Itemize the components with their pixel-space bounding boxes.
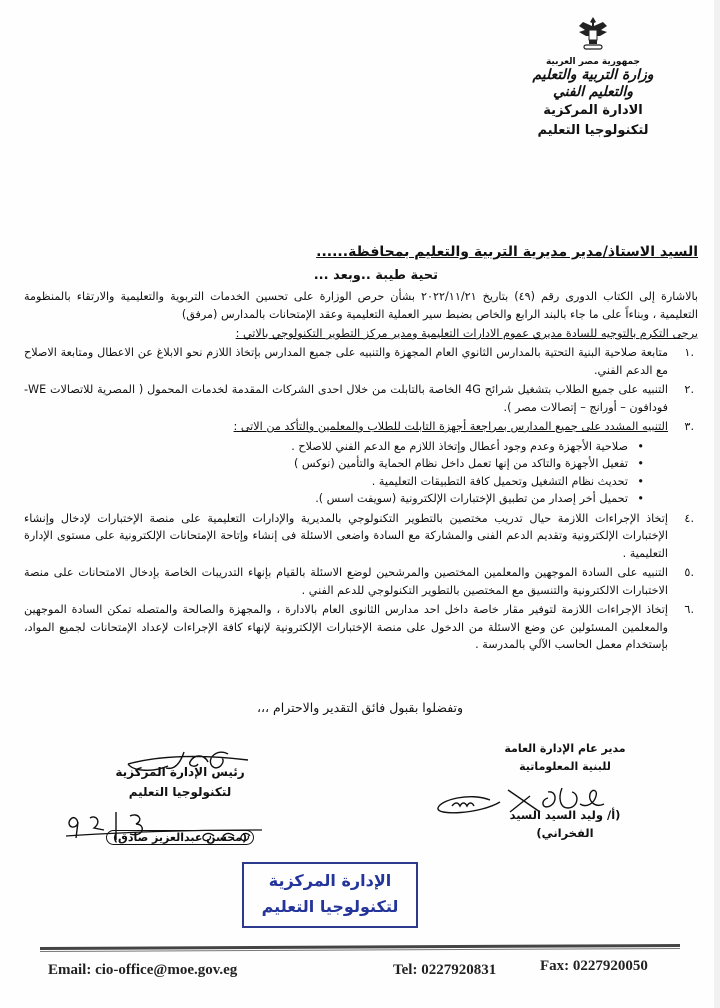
list-item: [24, 344, 698, 379]
egypt-eagle-emblem-icon: [573, 14, 613, 54]
intro-paragraph: [24, 288, 698, 324]
bullet-item: • تحديث نظام التشغيل وتحميل كافة التطبيقات التعليمية .: [24, 473, 668, 491]
request-line: يرجى التكرم بالتوجيه للسادة مديري عموم الادارات التعليمية ومدير مركز التطوير التكنولوجي بالاتي :: [235, 327, 698, 340]
item-number: .٢: [684, 383, 694, 396]
letterhead: [528, 14, 658, 141]
handwritten-date: [64, 808, 264, 844]
item-text: التنبيه على جميع الطلاب بتشغيل شرائح 4G الخاصة بالتابلت من خلال احدى الشركات المقدمة لخدمات المحمول ( المصرية للاتصالات WE- فودافون – أورانج – إتصالات مصر ).: [24, 383, 669, 414]
bullet-item: • تفعيل الأجهزة والتاكد من إنها تعمل داخل نظام الحماية والتأمين (نوكس ): [24, 455, 668, 473]
signatory-title-line2: لتكنولوجيا التعليم: [128, 785, 232, 799]
stamp-line2: لتكنولوجيا التعليم: [261, 897, 399, 916]
bullet-item: • صلاحية الأجهزة وعدم وجود أعطال وإتخاذ اللازم مع الدعم الفني للاصلاح .: [24, 438, 668, 456]
item-number: .١: [684, 346, 694, 359]
list-item: [24, 510, 698, 563]
list-item: [24, 601, 698, 654]
item-text: متابعة صلاحية البنية التحتية بالمدارس الثانوي العام المجهزة والتنبيه على جميع المدارس بإتخاذ اللازم نحو الابلاغ عن الاعطال ومتابعة الاصلاح مع الدعم الفني.: [24, 346, 668, 377]
signatory-title-line1: مدير عام الإدارة العامة: [504, 742, 626, 755]
footer-fax: Fax: 0227920050: [540, 958, 648, 974]
footer-email: Email: cio-office@moe.gov.eg: [48, 962, 238, 978]
stamp-line1: الإدارة المركزية: [268, 871, 392, 890]
item-text: التنبيه المشدد على جميع المدارس بمراجعة أجهزة التابلت للطلاب والمعلمين والتأكد من الاتى :: [233, 420, 668, 433]
official-stamp: [242, 862, 418, 928]
item-text: إتخاذ الإجراءات اللازمة لتوفير مقار خاصة داخل احد مدارس الثانوى العام بالادارة ، والمجهزة والصالحة والمتصله تمكن السادة الموجهين والمعلمين المسئولين عن وضع الاسئلة من الدخول على منصة الإختبارات الإلكترونية لإنهاء كافة الإجراءات لإعداد الإمتحانات لجميع المواد، بإستخدام معمل الحاسب الآلي بالمدرسة .: [24, 603, 668, 651]
signatory-title-line2: للبنية المعلوماتية: [519, 760, 611, 773]
department-name-line2: لتكنولوجيا التعليم: [537, 123, 649, 138]
item-number: .٦: [684, 603, 694, 616]
instructions-list: [24, 344, 698, 656]
closing-line: وتفضلوا بقبول فائق التقدير والاحترام ،،،: [256, 700, 464, 715]
item-number: .٣: [684, 420, 694, 433]
ministry-name-line2: والتعليم الفني: [552, 84, 634, 100]
footer-divider: [40, 944, 680, 952]
item-text: إتخاذ الإجراءات اللازمة حيال تدريب مختصين بالتطوير التكنولوجي بالمديرية والإدارات التعليمية على منصة الإختبارات لإدخال وإنشاء الإختبارات الإلكترونية وتقديم الدعم الفنى والمشاركة مع السادة واضعى الاسئلة فى إنشاء وإتاحة الإمتحانات الإلكترونية على مستوى الإدارة التعليمية .: [24, 511, 668, 560]
item-text: التنبيه على السادة الموجهين والمعلمين المختصين والمرشحين لوضع الاسئلة بالقيام بإنهاء التدريبات الخاصة بإدخال الامتحانات على منصة الاختبارات الالكترونية والتنسيق مع المختصين بالتطوير التكنولوجي للدعم الفني .: [24, 566, 668, 597]
list-item: [24, 564, 698, 599]
greeting: تحية طيبة ..وبعد ...: [313, 268, 438, 283]
ministry-name-line1: وزارة التربية والتعليم: [532, 67, 654, 83]
footer-tel: Tel: 0227920831: [393, 962, 497, 978]
item-number: .٤: [684, 511, 694, 525]
department-name-line1: الادارة المركزية: [543, 103, 643, 118]
republic-label: جمهورية مصر العربية: [545, 57, 641, 67]
list-item: [24, 381, 698, 416]
list-item: [24, 418, 698, 508]
handwritten-signature-right: [430, 782, 610, 822]
page-edge-shadow: [714, 0, 720, 1008]
signatory-title-line1: رئيس الإدارة المركزية: [115, 765, 245, 779]
sub-bullet-list: [24, 438, 668, 508]
item-number: .٥: [684, 566, 694, 579]
intro-text: بالاشارة إلى الكتاب الدورى رقم (٤٩) بتاريخ ٢٠٢٢/١١/٢١ بشأن حرص الوزارة على تحسين الخدمات التربوية والتعليمية والارتقاء بالمنظومة التعليمية ، وبناءاً على ما جاء بالبند الرابع والخاص بضبط سير العملية التعليمية وعقد الإمتحانات بالمدارس (مرفق): [24, 290, 698, 321]
signatory-name: (أ/ وليد السيد السيد الفخراني): [509, 808, 621, 840]
addressee: السيد الاستاذ/مدير مديرية التربية والتعليم بمحافظة......: [316, 244, 698, 260]
signatory-name-text: (محسن عبدالعزيز صادق): [106, 830, 254, 845]
bullet-item: • تحميل أخر إصدار من تطبيق الإختبارات الإلكترونية (سويفت اسس ).: [24, 490, 668, 508]
